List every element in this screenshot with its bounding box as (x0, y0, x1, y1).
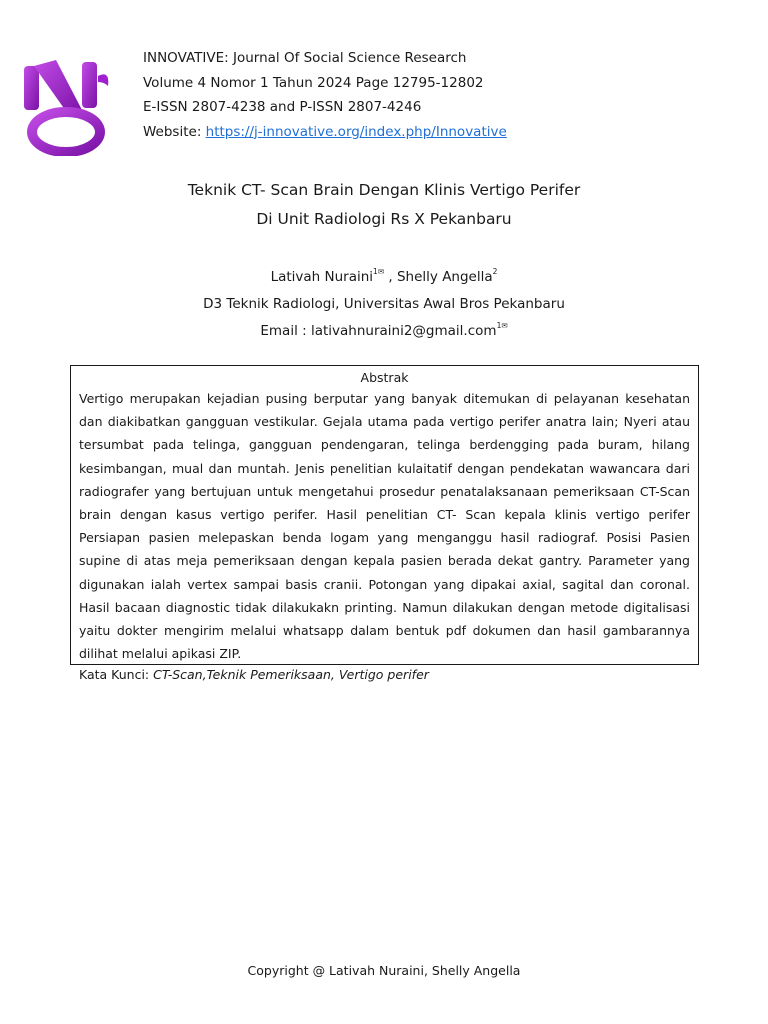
email-address[interactable]: lativahnuraini2@gmail.com (310, 323, 497, 339)
journal-name: INNOVATIVE: Journal Of Social Science Research (143, 50, 467, 66)
author-1-name: Lativah Nuraini (270, 269, 374, 285)
author-2-affiliation-mark: 2 (492, 267, 498, 276)
email-mark: 1✉ (496, 321, 508, 330)
affiliation: D3 Teknik Radiologi, Universitas Awal Bros Pekanbaru (203, 296, 565, 312)
authors-block (0, 264, 768, 345)
article-title (0, 176, 768, 234)
website-label: Website: (143, 123, 206, 140)
author-line (0, 264, 768, 291)
website-line (143, 120, 507, 145)
journal-header (143, 46, 507, 144)
volume-info: Volume 4 Nomor 1 Tahun 2024 Page 12795-12802 (143, 74, 484, 91)
title-line-1: Teknik CT- Scan Brain Dengan Klinis Vertigo Perifer (187, 181, 581, 199)
abstract-body: Vertigo merupakan kejadian pusing berputar yang banyak ditemukan di pelayanan kesehatan dan diakibatkan gangguan vestikular. Gejala utama pada vertigo perifer anatra lain; Nyeri atau tersumbat pada telinga, gangguan pendengaran, telinga berdengging pada buram, hilang kesimbangan, mual dan muntah. Jenis penelitian kulaitatif dengan pendekatan wawancara dari radiografer yang bertujuan untuk mengetahui prosedur penatalaksanaan pemeriksaan CT-Scan brain dengan kasus vertigo perifer. Hasil penelitian CT- Scan kepala klinis vertigo perifer Persiapan pasien melepaskan benda logam yang menganggu hasil radiograf. Posisi Pasien supine di atas meja pemeriksaan dengan kepala pasien berada dekat gantry. Parameter yang digunakan ialah vertex sampai basis cranii. Potongan yang dipakai axial, sagital dan coronal. Hasil bacaan diagnostic tidak dilakukakn printing. Namun dilakukan dengan metode digitalisasi yaitu dokter mengirim melalui whatsapp dalam bentuk pdf dokumen dan hasil gambarannya dilihat melalui apikasi ZIP. (79, 391, 690, 662)
copyright-footer: Copyright @ Lativah Nuraini, Shelly Angella (247, 963, 521, 978)
keywords-label: Kata Kunci: (79, 667, 154, 683)
email-label: Email : (260, 323, 311, 339)
title-line-2: Di Unit Radiologi Rs X Pekanbaru (256, 210, 512, 228)
keywords-line (79, 665, 690, 685)
abstract-box (70, 365, 699, 683)
abstract-heading: Abstrak (360, 370, 409, 385)
author-2-name: Shelly Angella (396, 269, 493, 285)
keywords-values: CT-Scan,Teknik Pemeriksaan, Vertigo perifer (153, 667, 429, 683)
author-separator: , (384, 269, 397, 285)
website-link[interactable]: https://j-innovative.org/index.php/Innovative (205, 123, 507, 140)
author-1-affiliation-mark: 1✉ (373, 267, 385, 276)
journal-logo-icon (20, 52, 112, 156)
email-line (0, 318, 768, 345)
issn-info: E-ISSN 2807-4238 and P-ISSN 2807-4246 (143, 99, 422, 116)
